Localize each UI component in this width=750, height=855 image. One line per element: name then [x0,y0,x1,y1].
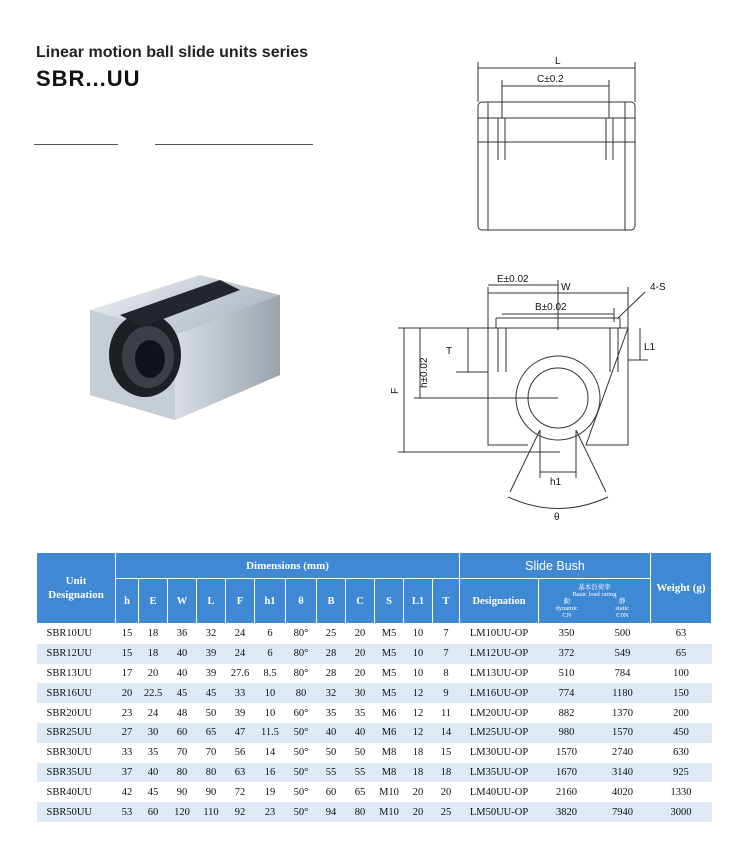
table-cell: 35 [354,707,366,719]
table-cell: 500 [614,628,631,640]
label-L: L [555,56,561,67]
table-cell: 450 [651,723,712,743]
table-cell: LM16UU-OP [460,683,539,703]
table-cell: 70 [205,747,217,759]
table-cell: M5 [381,628,397,640]
table-cell: 10 [404,644,433,664]
table-cell: 20 [354,667,366,679]
cell-unit-designation: SBR40UU [46,786,93,798]
table-row [37,624,712,644]
table-cell: 10 [412,628,424,640]
table-cell: 925 [651,763,712,783]
table-cell: 80 [346,802,375,822]
table-cell: 14 [264,747,276,759]
table-cell: 80° [293,667,309,679]
cell-unit-designation: SBR16UU [37,683,116,703]
label-W: W [561,282,571,293]
table-cell: 28 [317,644,346,664]
table-cell: 40 [168,644,197,664]
table-cell: 39 [234,707,246,719]
table-cell: 50 [205,707,217,719]
table-cell: 350 [558,628,575,640]
table-cell: 25 [325,628,337,640]
table-cell: 30 [346,683,375,703]
table-cell: 72 [234,786,246,798]
table-cell: 39 [197,644,226,664]
label-F: F [390,387,401,394]
table-cell: 7 [443,628,449,640]
table-cell: 4020 [612,786,633,798]
table-cell: 2160 [556,786,577,798]
table-cell: 45 [197,683,226,703]
table-cell: 10 [264,707,276,719]
table-cell: 1370 [612,707,633,719]
table-cell: 7 [433,644,460,664]
table-cell: 120 [168,802,197,822]
header-weight: Weight (g) [651,553,712,624]
table-cell: 28 [325,667,337,679]
table-cell: 32 [205,628,217,640]
table-cell: 20 [354,628,366,640]
series-title: SBR...UU [36,66,141,91]
table-cell: LM35UU-OP [460,763,539,783]
table-cell: 92 [226,802,255,822]
static-unit: C0N [616,611,629,619]
table-cell: 63 [675,628,687,640]
header-col-h1: h1 [255,579,286,624]
table-cell: 8 [443,667,449,679]
table-cell: 20 [412,786,424,798]
table-cell: 27.6 [230,667,250,679]
top-view-body [478,102,635,230]
table-cell: 45 [168,683,197,703]
header-col-L1: L1 [404,579,433,624]
table-row [37,664,712,684]
table-cell: 80° [293,628,309,640]
table-cell: 6 [255,644,286,664]
table-cell: 40 [346,723,375,743]
table-cell: 1670 [539,763,595,783]
load-rating-en: Basic load rating [572,590,617,598]
table-cell: 36 [176,628,188,640]
table-cell: 39 [205,667,217,679]
table-cell: 60 [325,786,337,798]
spec-table [36,552,712,822]
load-rating-cn: 基本負荷率 [578,583,611,591]
table-row [37,782,712,802]
table-row [37,763,712,783]
table-cell: 17 [121,667,133,679]
label-B: B±0.02 [535,302,567,313]
table-cell: 18 [404,763,433,783]
header-col-W: W [168,579,197,624]
table-cell: M6 [375,723,404,743]
table-cell: 65 [354,786,366,798]
table-cell: LM12UU-OP [460,644,539,664]
table-row [37,683,712,703]
table-cell: 10 [412,667,424,679]
dynamic-cn: 動 [563,597,570,605]
table-cell: 50 [354,747,366,759]
table-cell: LM10UU-OP [469,628,529,640]
table-cell: M6 [381,707,397,719]
table-cell: 20 [404,802,433,822]
label-h: h±0.02 [419,357,430,388]
table-cell: 980 [539,723,595,743]
table-cell: 60 [139,802,168,822]
table-cell: 70 [176,747,188,759]
table-cell: 65 [651,644,712,664]
table-row [37,743,712,763]
cell-unit-designation: SBR20UU [46,707,93,719]
table-cell: LM30UU-OP [469,747,529,759]
dim-theta [508,497,608,509]
table-cell: 20 [346,644,375,664]
table-cell: 9 [433,683,460,703]
table-cell: 56 [234,747,246,759]
table-cell: 65 [197,723,226,743]
header-dimensions: Dimensions (mm) [116,553,460,579]
table-cell: 1330 [670,786,692,798]
table-cell: 50° [286,723,317,743]
table-row [37,703,712,723]
table-cell: 774 [539,683,595,703]
table-cell: 27 [116,723,139,743]
table-cell: 1180 [595,683,651,703]
table-cell: 33 [121,747,133,759]
table-cell: 510 [558,667,575,679]
table-cell: 48 [176,707,188,719]
header-col-h: h [116,579,139,624]
header-col-theta: θ [286,579,317,624]
cell-unit-designation: SBR12UU [37,644,116,664]
label-T: T [446,346,453,357]
table-cell: M5 [381,667,397,679]
static-cn: 静 [619,597,626,605]
header-col-L: L [197,579,226,624]
header-col-C: C [346,579,375,624]
table-cell: 15 [440,747,452,759]
table-cell: 20 [116,683,139,703]
table-cell: 11 [440,707,452,719]
table-cell: M8 [381,747,397,759]
table-cell: 18 [412,747,424,759]
table-cell: 50° [286,763,317,783]
header-col-S: S [375,579,404,624]
table-cell: 80 [168,763,197,783]
table-cell: 35 [147,747,159,759]
table-cell: 25 [433,802,460,822]
table-cell: LM20UU-OP [469,707,529,719]
cell-unit-designation: SBR10UU [46,628,93,640]
cell-unit-designation: SBR13UU [46,667,93,679]
table-cell: 20 [147,667,159,679]
static-label: static [615,604,630,612]
table-cell: LM40UU-OP [469,786,529,798]
table-cell: 60 [168,723,197,743]
label-E: E±0.02 [497,274,529,285]
table-cell: 3820 [539,802,595,822]
table-cell: 1570 [595,723,651,743]
table-cell: 24 [226,644,255,664]
table-cell: 40 [317,723,346,743]
table-cell: 63 [226,763,255,783]
cell-unit-designation: SBR35UU [37,763,116,783]
header-col-E: E [139,579,168,624]
dynamic-label: dynamic [555,604,578,612]
table-cell: 37 [116,763,139,783]
table-cell: M10 [379,786,399,798]
label-S: 4-S [650,282,666,293]
table-cell: 24 [234,628,246,640]
table-cell: 15 [116,644,139,664]
table-cell: M5 [375,644,404,664]
table-cell: 40 [139,763,168,783]
table-cell: 3140 [595,763,651,783]
table-cell: 35 [325,707,337,719]
label-L1: L1 [644,342,656,353]
table-cell: 18 [147,628,159,640]
table-cell: 784 [614,667,631,679]
label-C: C±0.2 [537,74,564,85]
table-cell: 42 [121,786,133,798]
table-row [37,802,712,822]
table-cell: 94 [317,802,346,822]
table-cell: M5 [375,683,404,703]
table-cell: 1570 [556,747,577,759]
table-cell: LM50UU-OP [460,802,539,822]
table-cell: 12 [404,723,433,743]
table-row [37,644,712,664]
table-cell: 90 [176,786,188,798]
table-cell: 50° [293,786,309,798]
table-cell: 150 [651,683,712,703]
table-cell: 8.5 [263,667,277,679]
table-cell: 32 [317,683,346,703]
label-h1: h1 [550,477,562,488]
table-cell: 55 [346,763,375,783]
table-cell: 50° [293,747,309,759]
table-cell: 882 [558,707,575,719]
table-cell: 24 [147,707,159,719]
table-cell: 22.5 [139,683,168,703]
page-title: Linear motion ball slide units series [36,44,309,61]
table-cell: 16 [255,763,286,783]
table-cell: 33 [226,683,255,703]
table-cell: 19 [264,786,276,798]
table-cell: 50° [286,802,317,822]
table-cell: 80 [197,763,226,783]
table-cell: 80° [286,644,317,664]
table-cell: 110 [197,802,226,822]
table-cell: 80 [286,683,317,703]
label-theta: θ [554,512,560,523]
table-cell: 50 [325,747,337,759]
table-cell: 15 [121,628,133,640]
table-cell: 53 [116,802,139,822]
table-cell: 23 [255,802,286,822]
table-row [37,723,712,743]
dynamic-unit: CN [562,611,572,619]
table-cell: M10 [375,802,404,822]
front-view-body [488,328,628,445]
table-cell: 7940 [595,802,651,822]
header-col-F: F [226,579,255,624]
table-cell: 55 [317,763,346,783]
header-slide-bush: Slide Bush [460,553,651,579]
table-cell: 60° [293,707,309,719]
table-cell: M8 [375,763,404,783]
table-cell: 100 [673,667,689,679]
table-cell: 11.5 [255,723,286,743]
table-cell: 18 [139,644,168,664]
cell-unit-designation: SBR30UU [46,747,93,759]
header-col-T: T [433,579,460,624]
table-cell: 549 [595,644,651,664]
table-cell: 14 [433,723,460,743]
cell-unit-designation: SBR25UU [37,723,116,743]
header-designation: Designation [460,579,539,624]
cell-unit-designation: SBR50UU [37,802,116,822]
table-cell: 18 [433,763,460,783]
table-cell: 372 [539,644,595,664]
table-cell: 2740 [612,747,633,759]
table-cell: 20 [440,786,452,798]
table-cell: 47 [226,723,255,743]
table-cell: 6 [267,628,273,640]
header-col-B: B [317,579,346,624]
table-cell: 30 [139,723,168,743]
header-unit-designation: Unit Designation [37,553,116,624]
table-cell: 200 [673,707,689,719]
table-cell: 45 [147,786,159,798]
table-cell: 23 [121,707,133,719]
table-cell: 40 [176,667,188,679]
table-cell: 630 [673,747,689,759]
table-cell: 10 [255,683,286,703]
table-cell: LM25UU-OP [460,723,539,743]
table-cell: 12 [412,707,424,719]
table-cell: 12 [404,683,433,703]
table-cell: 3000 [651,802,712,822]
header-load-rating [539,579,651,624]
table-cell: 90 [205,786,217,798]
table-cell: LM13UU-OP [469,667,529,679]
